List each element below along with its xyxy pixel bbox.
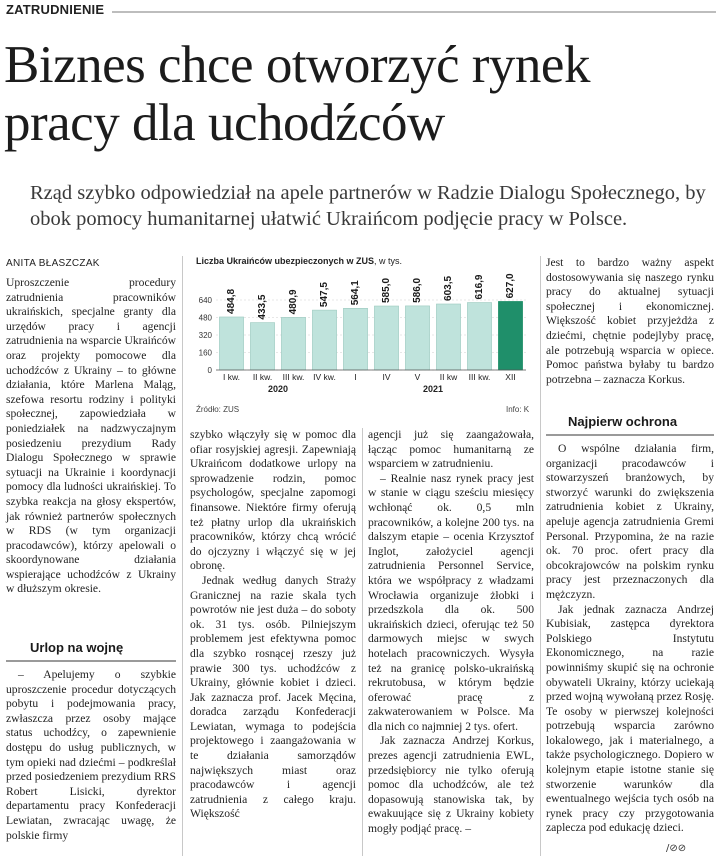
data-label: 484,8: [226, 288, 238, 314]
subhead-rule: [546, 434, 714, 436]
data-label: 480,9: [288, 289, 300, 315]
column-divider: [182, 256, 183, 856]
bar: [250, 323, 274, 370]
subhead-najpierw: Najpierw ochrona: [568, 414, 678, 429]
x-tick-label: V: [414, 372, 421, 382]
chart-title: Liczba Ukraińców ubezpieczonych w ZUS, w tys.: [196, 256, 403, 266]
data-label: 616,9: [474, 274, 486, 300]
y-tick-label: 0: [207, 366, 212, 375]
paragraph: – Realnie nasz rynek pracy jest w stanie w ciągu sześciu miesięcy wchłonąć ok. 0,5 mln pracowników, a kolejne 200 tys. na dalszym etapie – ocenia Krzysztof Inglot, założyciel agencji zatrudnienia Personnel Service, która we współpracy z władzami Wrocławia organizuje żłobki i przedszkola dla ok. 500 ukraińskich dzieci, oferując też 50 darmowych miejsc w swych hotelach pracowniczych. Wysyła też na granicę polsko-ukraińską rekrutobusa, w którym będzie oferować pracę z zakwaterowaniem w Polsce. Ma dla nich co najmniej 2 tys. ofert.: [368, 471, 534, 733]
column-divider: [540, 256, 541, 856]
lead-paragraph: Rząd szybko odpowiedział na apele partnerów w Radzie Dialogu Społecznego, by obok pomocy humanitarnej ułatwić Ukraińcom podjęcie pracy w Polsce.: [30, 182, 706, 230]
year-label: 2020: [267, 384, 289, 394]
bar: [436, 304, 460, 370]
x-tick-label: I: [354, 372, 357, 382]
bar: [374, 306, 398, 370]
y-tick-label: 640: [198, 296, 212, 305]
data-label: 585,0: [381, 277, 393, 304]
paragraph: Jednak według danych Straży Granicznej na razie skala tych powrotów nie jest duża – do soboty ok. 31 tys. osób. Pilniejszym problemem jest efektywna pomoc dla szybko rosnącej rzeszy już prawie 300 tys. uchodźców z Ukrainy, głównie kobiet i dzieci. Jak zaznacza prof. Jacek Męcina, doradca zarządu Konfederacji Lewiatan, wymaga to podejścia projektowego i zaangażowania w te działania samorządów największych miast oraz pracodawców i agencji zatrudnienia z całego kraju. Większość: [190, 573, 356, 821]
paragraph: szybko włączyły się w pomoc dla ofiar rosyjskiej agresji. Zapewniają Ukraińcom dodatkowe urlopy na sprowadzenie rodzin, pomoc psychologów, specjalne zapomogi finansowe. Niektóre firmy oferują też płatny urlop dla ukraińskich pracowników, którzy chcą wrócić do ojczyzny i włączyć się w jej obronę.: [190, 428, 356, 573]
y-tick-label: 480: [198, 313, 212, 323]
paragraph: Uproszczenie procedury zatrudnienia pracowników ukraińskich, specjalne granty dla urzędów pracy i agencji zatrudnienia na wsparcie Ukraińców oraz projekty pomocowe dla uchodźców z Ukrainy – to główne działania, które Marlena Maląg, szefowa resortu rodziny i polityki społecznej, zapowiedziała w poniedziałek na nadzwyczajnym posiedzeniu prezydium Rady Dialogu Społecznego w sprawie sytuacji na Ukrainie i koordynacji pomocy dla ludności ukraińskiej. To szybka reakcja na głosy ekspertów, jak również partnerów społecznych w RDS (w tym organizacji pracodawców), którzy apelowali o skoordynowane działania wspierające uchodźców z Ukrainy w dłuższym okresie.: [6, 276, 176, 596]
column-1-cont: [6, 668, 176, 843]
x-tick-label: IV kw.: [313, 372, 336, 382]
column-4-cont: [546, 442, 714, 836]
column-4: [546, 256, 714, 387]
column-3: [368, 428, 534, 837]
chart-credit: Info: K: [506, 405, 530, 414]
byline: ANITA BŁASZCZAK: [6, 258, 100, 269]
y-tick-label: 160: [198, 348, 212, 358]
paragraph: Jest to bardzo ważny aspekt dostosowywania się naszego rynku pracy do aktualnej sytuacji społecznej i ekonomicznej. Większość kobiet przyjeżdża z dziećmi, chętnie podejlyby pracę, ale potrzebują wsparcia w opiece. Pomoc państwa byłaby tu bardzo potrzebna – zaznacza Korkus.: [546, 256, 714, 386]
bar: [281, 317, 305, 370]
x-tick-label: XII: [505, 372, 516, 382]
paragraph: O wspólne działania firm, organizacji pracodawców i stowarzyszeń branżowych, by stworzyć warunki do zwiększenia zatrudnienia kobiet z Ukrainy, apeluje agencja zatrudnienia Gremi Personal. Przypomina, że na razie ok. 70 proc. ofert pracy dla obcokrajowców na polskim rynku pracy jest przeznaczonych dla mężczyzn.: [546, 442, 714, 601]
bar: [343, 308, 367, 370]
bar: [405, 306, 429, 370]
data-label: 433,5: [257, 294, 269, 320]
bar: [312, 310, 336, 370]
x-tick-label: II kw: [439, 372, 458, 382]
column-2: [190, 428, 356, 822]
x-tick-label: II kw.: [252, 372, 273, 382]
chart-source: Źródło: ZUS: [196, 405, 240, 414]
section-rule: [112, 11, 716, 13]
data-label: 603,5: [443, 275, 455, 301]
bar: [498, 301, 522, 370]
data-label: 564,1: [350, 280, 362, 306]
bar-chart: [190, 266, 540, 416]
headline: Biznes chce otworzyć rynek pracy dla uchodźców: [4, 36, 590, 152]
y-tick-label: 320: [198, 331, 212, 340]
x-tick-label: I kw.: [222, 372, 241, 382]
x-tick-label: III kw.: [468, 372, 491, 382]
subhead-urlop: Urlop na wojnę: [30, 640, 124, 655]
data-label: 627,0: [505, 273, 517, 299]
subhead-rule: [6, 660, 176, 662]
year-label: 2021: [422, 384, 444, 394]
x-tick-label: III kw.: [282, 372, 305, 382]
bar: [219, 317, 243, 370]
paragraph: Jak zaznacza Andrzej Korkus, prezes agencji zatrudnienia EWL, przedsiębiorcy nie tylko oferują pomoc dla uchodźców, ale też dopasowują stanowiska tak, by ewakuujące się z Ukrainy kobiety mogły podjąć pracę. –: [368, 734, 534, 836]
section-tag: ZATRUDNIENIE: [6, 2, 105, 17]
column-1: [6, 276, 176, 597]
x-tick-label: IV: [382, 372, 391, 382]
paragraph: Jak jednak zaznacza Andrzej Kubisiak, zastępca dyrektora Polskiego Instytutu Ekonomicznego, na razie powinniśmy skupić się na ochronie obywateli Ukrainy, którzy uciekają przed wojną wywołaną przez Rosję. Te osoby w pierwszej kolejności potrzebują wsparcia zarówno lokalowego, jak i materialnego, a także psychologicznego. Dopiero w kolejnym etapie istotne stanie się stworzenie warunków dla ewentualnego wejścia tych osób na rynek pracy czy przygotowania zaplecza pod edukację dzieci.: [546, 602, 714, 835]
license-icons: /⊘⊘: [666, 843, 687, 854]
paragraph: – Apelujemy o szybkie uproszczenie procedur dotyczących pobytu i podejmowania pracy, zwłaszcza przez osoby mające status uchodźcy, o zapewnienie dostępu do usług publicznych, w tym opieki nad dziećmi – podkreślał przed posiedzeniem prezydium RRS Robert Lisicki, dyrektor departamentu pracy Konfederacji Lewiatan, zwracając uwagę, że polskie firmy: [6, 668, 176, 842]
paragraph: agencji już się zaangażowała, łącząc pomoc humanitarną ze wsparciem w zatrudnieniu.: [368, 428, 534, 471]
data-label: 547,5: [319, 282, 331, 308]
bar: [467, 303, 491, 370]
data-label: 586,0: [412, 277, 424, 303]
column-divider: [362, 428, 363, 856]
